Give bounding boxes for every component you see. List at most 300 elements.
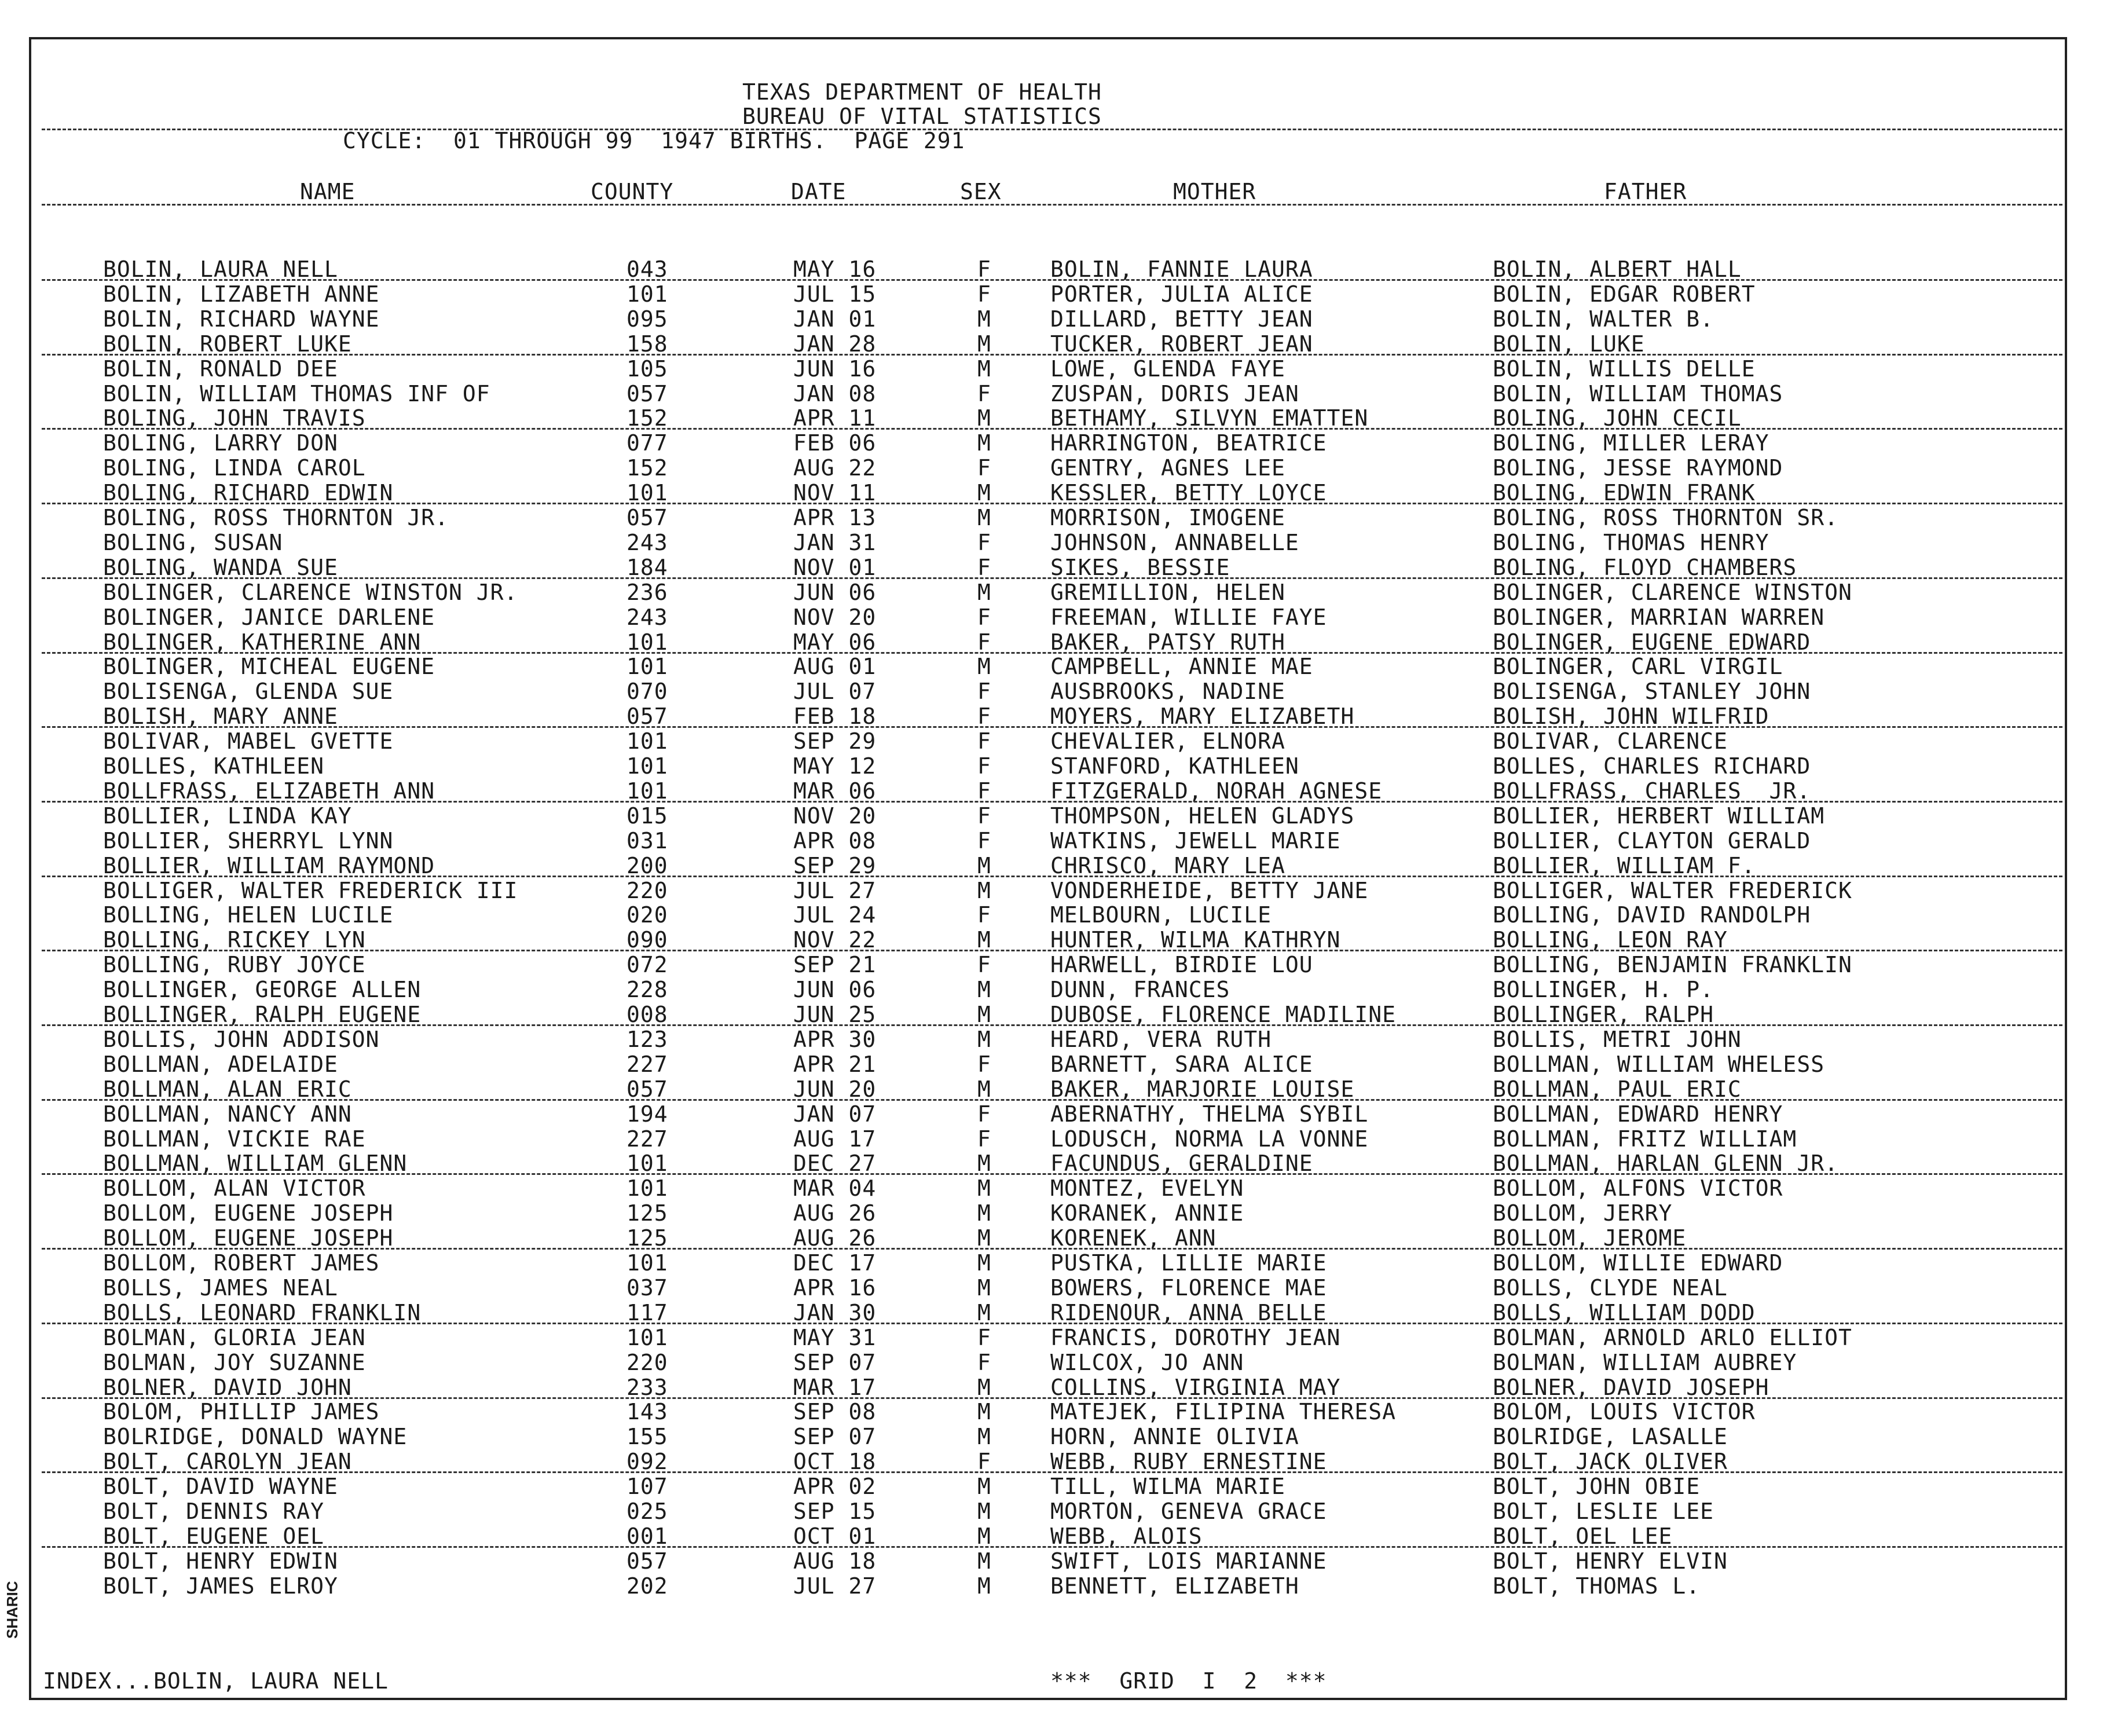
cell-father: BOLLING, BENJAMIN FRANKLIN [1493, 952, 1852, 978]
cell-father: BOLISH, JOHN WILFRID [1493, 704, 1769, 730]
row-rule [42, 652, 2062, 654]
cell-mother: ZUSPAN, DORIS JEAN [1050, 380, 1299, 406]
cell-name: BOLT, CAROLYN JEAN [103, 1449, 352, 1475]
cell-date: JUN 20 [793, 1076, 877, 1102]
footer-grid: *** GRID I 2 *** [1050, 1668, 1327, 1694]
cell-county: 152 [626, 455, 668, 481]
cell-name: BOLLOM, ALAN VICTOR [103, 1175, 366, 1202]
cell-sex: M [977, 1175, 991, 1202]
cell-county: 101 [626, 281, 668, 307]
cell-name: BOLLIS, JOHN ADDISON [103, 1026, 380, 1052]
cell-county: 095 [626, 306, 668, 332]
cell-mother: KORANEK, ANNIE [1050, 1200, 1244, 1226]
cell-date: MAR 06 [793, 778, 877, 804]
cell-father: BOLIN, WILLIS DELLE [1493, 356, 1756, 382]
cell-county: 123 [626, 1026, 668, 1052]
cell-date: JUL 27 [793, 877, 877, 903]
row-rule [42, 428, 2062, 430]
cell-date: MAY 12 [793, 753, 877, 779]
cell-father: BOLRIDGE, LASALLE [1493, 1424, 1728, 1450]
cell-father: BOLLS, WILLIAM DODD [1493, 1299, 1756, 1325]
cell-date: MAY 06 [793, 629, 877, 655]
cell-mother: LODUSCH, NORMA LA VONNE [1050, 1126, 1369, 1152]
cell-date: JAN 08 [793, 380, 877, 406]
cell-name: BOLLIER, LINDA KAY [103, 803, 352, 829]
cell-name: BOLIN, RICHARD WAYNE [103, 306, 380, 332]
row-rule [42, 1471, 2062, 1473]
cell-name: BOLIVAR, MABEL GVETTE [103, 728, 394, 755]
cell-mother: HARWELL, BIRDIE LOU [1050, 952, 1313, 978]
cell-sex: F [977, 902, 991, 928]
cell-father: BOLLIER, CLAYTON GERALD [1493, 827, 1811, 854]
cell-county: 117 [626, 1299, 668, 1325]
cell-date: JAN 30 [793, 1299, 877, 1325]
footer-index: INDEX...BOLIN, LAURA NELL [43, 1668, 389, 1694]
cell-date: NOV 11 [793, 480, 877, 506]
cell-name: BOLLINGER, GEORGE ALLEN [103, 977, 422, 1003]
cell-county: 184 [626, 554, 668, 580]
cell-county: 125 [626, 1225, 668, 1251]
cell-mother: COLLINS, VIRGINIA MAY [1050, 1374, 1341, 1400]
cell-sex: M [977, 356, 991, 382]
cell-county: 043 [626, 257, 668, 282]
cell-name: BOLLFRASS, ELIZABETH ANN [103, 778, 435, 804]
cell-name: BOLIN, ROBERT LUKE [103, 331, 352, 357]
cell-county: 020 [626, 902, 668, 928]
cell-date: SEP 29 [793, 852, 877, 878]
column-header-mother: MOTHER [1173, 179, 1256, 204]
cell-mother: TUCKER, ROBERT JEAN [1050, 331, 1313, 357]
cell-father: BOLINGER, MARRIAN WARREN [1493, 604, 1825, 630]
cell-county: 243 [626, 604, 668, 630]
cell-father: BOLINGER, CARL VIRGIL [1493, 654, 1783, 680]
cell-mother: ABERNATHY, THELMA SYBIL [1050, 1101, 1369, 1127]
cell-county: 057 [626, 505, 668, 530]
cell-mother: THOMPSON, HELEN GLADYS [1050, 803, 1355, 829]
cell-sex: F [977, 629, 991, 655]
cell-sex: M [977, 1274, 991, 1301]
cell-father: BOLLOM, ALFONS VICTOR [1493, 1175, 1783, 1202]
cell-father: BOLT, JACK OLIVER [1493, 1449, 1728, 1475]
cell-name: BOLINGER, MICHEAL EUGENE [103, 654, 435, 680]
cell-mother: MONTEZ, EVELYN [1050, 1175, 1244, 1202]
cell-date: JAN 31 [793, 529, 877, 555]
cell-sex: M [977, 1151, 991, 1177]
cell-mother: CHRISCO, MARY LEA [1050, 852, 1285, 878]
column-header-date: DATE [791, 179, 847, 204]
cell-father: BOLLIER, WILLIAM F. [1493, 852, 1756, 878]
cell-mother: GREMILLION, HELEN [1050, 579, 1285, 605]
cell-mother: MATEJEK, FILIPINA THERESA [1050, 1399, 1396, 1425]
cell-father: BOLMAN, ARNOLD ARLO ELLIOT [1493, 1324, 1852, 1350]
cycle-line: CYCLE: 01 THROUGH 99 1947 BIRTHS. PAGE 291 [343, 128, 965, 153]
cell-county: 001 [626, 1523, 668, 1549]
cell-mother: WATKINS, JEWELL MARIE [1050, 827, 1341, 854]
cell-name: BOLLMAN, ADELAIDE [103, 1051, 338, 1077]
cell-sex: F [977, 455, 991, 481]
cell-name: BOLLS, JAMES NEAL [103, 1274, 338, 1301]
cell-county: 228 [626, 977, 668, 1003]
cell-county: 143 [626, 1399, 668, 1425]
cell-sex: M [977, 480, 991, 506]
cell-father: BOLLOM, JERRY [1493, 1200, 1673, 1226]
cell-county: 090 [626, 927, 668, 953]
cell-sex: M [977, 1299, 991, 1325]
cell-name: BOLINGER, CLARENCE WINSTON JR. [103, 579, 518, 605]
row-rule [42, 950, 2062, 951]
cell-name: BOLRIDGE, DONALD WAYNE [103, 1424, 408, 1450]
cell-county: 092 [626, 1449, 668, 1475]
cell-sex: M [977, 877, 991, 903]
cell-county: 105 [626, 356, 668, 382]
cell-sex: F [977, 257, 991, 282]
cell-county: 077 [626, 430, 668, 456]
cell-mother: PORTER, JULIA ALICE [1050, 281, 1313, 307]
row-rule [42, 1323, 2062, 1324]
cell-sex: M [977, 977, 991, 1003]
cell-date: APR 21 [793, 1051, 877, 1077]
cell-county: 200 [626, 852, 668, 878]
cell-mother: HEARD, VERA RUTH [1050, 1026, 1272, 1052]
cell-sex: F [977, 753, 991, 779]
cell-sex: F [977, 554, 991, 580]
cell-date: AUG 01 [793, 654, 877, 680]
cell-father: BOLIN, EDGAR ROBERT [1493, 281, 1756, 307]
cell-mother: JOHNSON, ANNABELLE [1050, 529, 1299, 555]
column-header-sex: SEX [960, 179, 1002, 204]
column-header-rule [42, 204, 2062, 206]
cell-sex: F [977, 827, 991, 854]
cell-name: BOLT, DAVID WAYNE [103, 1474, 338, 1500]
cell-name: BOLING, WANDA SUE [103, 554, 338, 580]
cell-county: 101 [626, 753, 668, 779]
row-rule [42, 726, 2062, 728]
cell-name: BOLLIGER, WALTER FREDERICK III [103, 877, 518, 903]
cell-mother: FREEMAN, WILLIE FAYE [1050, 604, 1327, 630]
cell-county: 057 [626, 380, 668, 406]
column-header-county: COUNTY [591, 179, 674, 204]
cell-mother: PUSTKA, LILLIE MARIE [1050, 1250, 1327, 1276]
cell-county: 057 [626, 1548, 668, 1574]
cell-name: BOLLINGER, RALPH EUGENE [103, 1002, 422, 1027]
cell-name: BOLING, LINDA CAROL [103, 455, 366, 481]
cell-name: BOLLS, LEONARD FRANKLIN [103, 1299, 422, 1325]
cell-father: BOLING, FLOYD CHAMBERS [1493, 554, 1797, 580]
cell-father: BOLLES, CHARLES RICHARD [1493, 753, 1811, 779]
cell-father: BOLIN, WALTER B. [1493, 306, 1714, 332]
cell-date: APR 08 [793, 827, 877, 854]
cell-father: BOLMAN, WILLIAM AUBREY [1493, 1349, 1797, 1375]
cell-sex: M [977, 331, 991, 357]
cell-date: APR 13 [793, 505, 877, 530]
cell-father: BOLLING, DAVID RANDOLPH [1493, 902, 1811, 928]
cell-sex: F [977, 679, 991, 705]
cell-name: BOLIN, WILLIAM THOMAS INF OF [103, 380, 490, 406]
cell-name: BOLING, SUSAN [103, 529, 283, 555]
cell-father: BOLLIS, METRI JOHN [1493, 1026, 1742, 1052]
cell-mother: MELBOURN, LUCILE [1050, 902, 1272, 928]
cell-date: OCT 18 [793, 1449, 877, 1475]
row-rule [42, 1024, 2062, 1026]
cell-father: BOLLIER, HERBERT WILLIAM [1493, 803, 1825, 829]
cell-mother: TILL, WILMA MARIE [1050, 1474, 1285, 1500]
cell-father: BOLING, JESSE RAYMOND [1493, 455, 1783, 481]
cell-sex: M [977, 654, 991, 680]
cell-father: BOLLMAN, PAUL ERIC [1493, 1076, 1742, 1102]
cell-father: BOLLS, CLYDE NEAL [1493, 1274, 1728, 1301]
cell-father: BOLIN, WILLIAM THOMAS [1493, 380, 1783, 406]
cell-mother: BOWERS, FLORENCE MAE [1050, 1274, 1327, 1301]
row-rule [42, 577, 2062, 579]
cell-father: BOLT, JOHN OBIE [1493, 1474, 1701, 1500]
cell-mother: DUNN, FRANCES [1050, 977, 1230, 1003]
cell-mother: FRANCIS, DOROTHY JEAN [1050, 1324, 1341, 1350]
cell-county: 233 [626, 1374, 668, 1400]
cell-county: 072 [626, 952, 668, 978]
cell-name: BOLLIER, SHERRYL LYNN [103, 827, 394, 854]
cell-county: 057 [626, 704, 668, 730]
cell-date: NOV 22 [793, 927, 877, 953]
cell-sex: M [977, 306, 991, 332]
cell-sex: M [977, 1076, 991, 1102]
cell-father: BOLINGER, CLARENCE WINSTON [1493, 579, 1852, 605]
cell-father: BOLLOM, WILLIE EDWARD [1493, 1250, 1783, 1276]
cell-father: BOLING, ROSS THORNTON SR. [1493, 505, 1838, 530]
cell-sex: M [977, 579, 991, 605]
cell-sex: F [977, 1349, 991, 1375]
cell-mother: KORENEK, ANN [1050, 1225, 1217, 1251]
cell-county: 101 [626, 654, 668, 680]
cell-mother: DUBOSE, FLORENCE MADILINE [1050, 1002, 1396, 1027]
cell-county: 220 [626, 1349, 668, 1375]
cell-date: FEB 06 [793, 430, 877, 456]
cell-name: BOLLIER, WILLIAM RAYMOND [103, 852, 435, 878]
cell-father: BOLLMAN, FRITZ WILLIAM [1493, 1126, 1797, 1152]
cell-name: BOLLING, RUBY JOYCE [103, 952, 366, 978]
cell-father: BOLLINGER, RALPH [1493, 1002, 1714, 1027]
cell-mother: STANFORD, KATHLEEN [1050, 753, 1299, 779]
cell-mother: MORRISON, IMOGENE [1050, 505, 1285, 530]
cell-mother: MORTON, GENEVA GRACE [1050, 1499, 1327, 1524]
cell-county: 037 [626, 1274, 668, 1301]
cell-name: BOLIN, RONALD DEE [103, 356, 338, 382]
cell-county: 101 [626, 1324, 668, 1350]
cell-name: BOLING, RICHARD EDWIN [103, 480, 394, 506]
cell-name: BOLNER, DAVID JOHN [103, 1374, 352, 1400]
cell-sex: M [977, 1548, 991, 1574]
cell-county: 220 [626, 877, 668, 903]
cell-date: AUG 26 [793, 1225, 877, 1251]
cell-mother: LOWE, GLENDA FAYE [1050, 356, 1285, 382]
cell-date: JUL 15 [793, 281, 877, 307]
row-rule [42, 1397, 2062, 1399]
cell-father: BOLLMAN, HARLAN GLENN JR. [1493, 1151, 1838, 1177]
cell-father: BOLING, JOHN CECIL [1493, 405, 1742, 431]
cell-date: SEP 29 [793, 728, 877, 755]
cell-county: 031 [626, 827, 668, 854]
cell-county: 243 [626, 529, 668, 555]
cell-mother: HARRINGTON, BEATRICE [1050, 430, 1327, 456]
cell-county: 155 [626, 1424, 668, 1450]
row-rule [42, 1099, 2062, 1101]
cell-mother: FACUNDUS, GERALDINE [1050, 1151, 1313, 1177]
cell-name: BOLLOM, EUGENE JOSEPH [103, 1225, 394, 1251]
cell-father: BOLISENGA, STANLEY JOHN [1493, 679, 1811, 705]
cell-date: NOV 20 [793, 604, 877, 630]
cell-county: 152 [626, 405, 668, 431]
cell-name: BOLLMAN, VICKIE RAE [103, 1126, 366, 1152]
cell-sex: M [977, 1200, 991, 1226]
column-header-father: FATHER [1604, 179, 1687, 204]
cell-father: BOLLIGER, WALTER FREDERICK [1493, 877, 1852, 903]
cell-sex: F [977, 803, 991, 829]
cell-date: AUG 17 [793, 1126, 877, 1152]
cell-mother: WEBB, RUBY ERNESTINE [1050, 1449, 1327, 1475]
cell-father: BOLINGER, EUGENE EDWARD [1493, 629, 1811, 655]
cell-county: 194 [626, 1101, 668, 1127]
cell-county: 070 [626, 679, 668, 705]
cell-sex: M [977, 1573, 991, 1599]
cell-name: BOLT, JAMES ELROY [103, 1573, 338, 1599]
cell-date: MAR 04 [793, 1175, 877, 1202]
cell-date: OCT 01 [793, 1523, 877, 1549]
cell-county: 015 [626, 803, 668, 829]
cell-father: BOLT, LESLIE LEE [1493, 1499, 1714, 1524]
cell-father: BOLLMAN, EDWARD HENRY [1493, 1101, 1783, 1127]
cell-name: BOLIN, LAURA NELL [103, 257, 338, 282]
cell-date: JUN 16 [793, 356, 877, 382]
row-rule [42, 801, 2062, 803]
cell-mother: SIKES, BESSIE [1050, 554, 1230, 580]
cell-name: BOLINGER, KATHERINE ANN [103, 629, 422, 655]
cell-father: BOLING, MILLER LERAY [1493, 430, 1769, 456]
cell-county: 158 [626, 331, 668, 357]
cell-date: MAR 17 [793, 1374, 877, 1400]
cell-county: 008 [626, 1002, 668, 1027]
cell-father: BOLT, THOMAS L. [1493, 1573, 1701, 1599]
cell-mother: DILLARD, BETTY JEAN [1050, 306, 1313, 332]
cell-date: AUG 22 [793, 455, 877, 481]
cell-mother: CHEVALIER, ELNORA [1050, 728, 1285, 755]
cell-mother: MOYERS, MARY ELIZABETH [1050, 704, 1355, 730]
cell-father: BOLIN, ALBERT HALL [1493, 257, 1742, 282]
cell-date: JUN 06 [793, 579, 877, 605]
cell-name: BOLOM, PHILLIP JAMES [103, 1399, 380, 1425]
cell-sex: F [977, 952, 991, 978]
cell-sex: M [977, 1424, 991, 1450]
cell-mother: BOLIN, FANNIE LAURA [1050, 257, 1313, 282]
cell-date: NOV 01 [793, 554, 877, 580]
cell-sex: M [977, 1225, 991, 1251]
cell-father: BOLNER, DAVID JOSEPH [1493, 1374, 1769, 1400]
cell-date: FEB 18 [793, 704, 877, 730]
cell-date: APR 16 [793, 1274, 877, 1301]
row-rule [42, 1248, 2062, 1250]
cell-mother: WEBB, ALOIS [1050, 1523, 1203, 1549]
cell-mother: KESSLER, BETTY LOYCE [1050, 480, 1327, 506]
cell-date: JAN 07 [793, 1101, 877, 1127]
row-rule [42, 503, 2062, 504]
cell-sex: M [977, 1399, 991, 1425]
cell-name: BOLMAN, GLORIA JEAN [103, 1324, 366, 1350]
cell-father: BOLOM, LOUIS VICTOR [1493, 1399, 1756, 1425]
cell-date: AUG 18 [793, 1548, 877, 1574]
cell-sex: F [977, 704, 991, 730]
cell-sex: F [977, 380, 991, 406]
cell-sex: M [977, 430, 991, 456]
cell-father: BOLLOM, JEROME [1493, 1225, 1687, 1251]
cell-sex: M [977, 927, 991, 953]
cell-sex: F [977, 778, 991, 804]
row-rule [42, 1546, 2062, 1548]
cell-name: BOLING, JOHN TRAVIS [103, 405, 366, 431]
cell-father: BOLING, THOMAS HENRY [1493, 529, 1769, 555]
cell-date: JUN 25 [793, 1002, 877, 1027]
cell-mother: AUSBROOKS, NADINE [1050, 679, 1285, 705]
cell-father: BOLLINGER, H. P. [1493, 977, 1714, 1003]
cell-date: APR 30 [793, 1026, 877, 1052]
cell-date: JUL 27 [793, 1573, 877, 1599]
row-rule [42, 1173, 2062, 1175]
cell-name: BOLISENGA, GLENDA SUE [103, 679, 394, 705]
cell-mother: SWIFT, LOIS MARIANNE [1050, 1548, 1327, 1574]
cell-mother: BAKER, MARJORIE LOUISE [1050, 1076, 1355, 1102]
cell-father: BOLLMAN, WILLIAM WHELESS [1493, 1051, 1825, 1077]
cell-name: BOLLMAN, NANCY ANN [103, 1101, 352, 1127]
cell-date: DEC 27 [793, 1151, 877, 1177]
cell-sex: M [977, 852, 991, 878]
cell-mother: CAMPBELL, ANNIE MAE [1050, 654, 1313, 680]
cell-county: 101 [626, 728, 668, 755]
cell-mother: RIDENOUR, ANNA BELLE [1050, 1299, 1327, 1325]
cell-date: JAN 01 [793, 306, 877, 332]
side-label: SHARIC [3, 1581, 21, 1639]
cell-sex: M [977, 405, 991, 431]
cell-name: BOLMAN, JOY SUZANNE [103, 1349, 366, 1375]
row-rule [42, 354, 2062, 356]
cell-county: 107 [626, 1474, 668, 1500]
column-header-name: NAME [300, 179, 356, 204]
cell-sex: M [977, 1002, 991, 1027]
cell-date: SEP 08 [793, 1399, 877, 1425]
cell-name: BOLING, ROSS THORNTON JR. [103, 505, 449, 530]
cell-mother: WILCOX, JO ANN [1050, 1349, 1244, 1375]
cell-county: 125 [626, 1200, 668, 1226]
cell-father: BOLT, HENRY ELVIN [1493, 1548, 1728, 1574]
cell-sex: F [977, 728, 991, 755]
cell-name: BOLLOM, ROBERT JAMES [103, 1250, 380, 1276]
cell-county: 202 [626, 1573, 668, 1599]
cell-father: BOLIVAR, CLARENCE [1493, 728, 1728, 755]
cell-name: BOLLMAN, WILLIAM GLENN [103, 1151, 408, 1177]
cell-date: JUL 24 [793, 902, 877, 928]
cell-date: JUL 07 [793, 679, 877, 705]
header-subtitle: BUREAU OF VITAL STATISTICS [742, 104, 1102, 129]
cell-mother: BAKER, PATSY RUTH [1050, 629, 1285, 655]
cell-date: SEP 21 [793, 952, 877, 978]
cell-name: BOLLMAN, ALAN ERIC [103, 1076, 352, 1102]
cell-name: BOLT, HENRY EDWIN [103, 1548, 338, 1574]
cell-date: SEP 07 [793, 1349, 877, 1375]
cell-name: BOLLOM, EUGENE JOSEPH [103, 1200, 394, 1226]
cell-father: BOLIN, LUKE [1493, 331, 1645, 357]
cell-mother: HORN, ANNIE OLIVIA [1050, 1424, 1299, 1450]
cell-sex: M [977, 1026, 991, 1052]
cell-county: 025 [626, 1499, 668, 1524]
cell-sex: M [977, 1499, 991, 1524]
cell-date: AUG 26 [793, 1200, 877, 1226]
cell-date: JUN 06 [793, 977, 877, 1003]
